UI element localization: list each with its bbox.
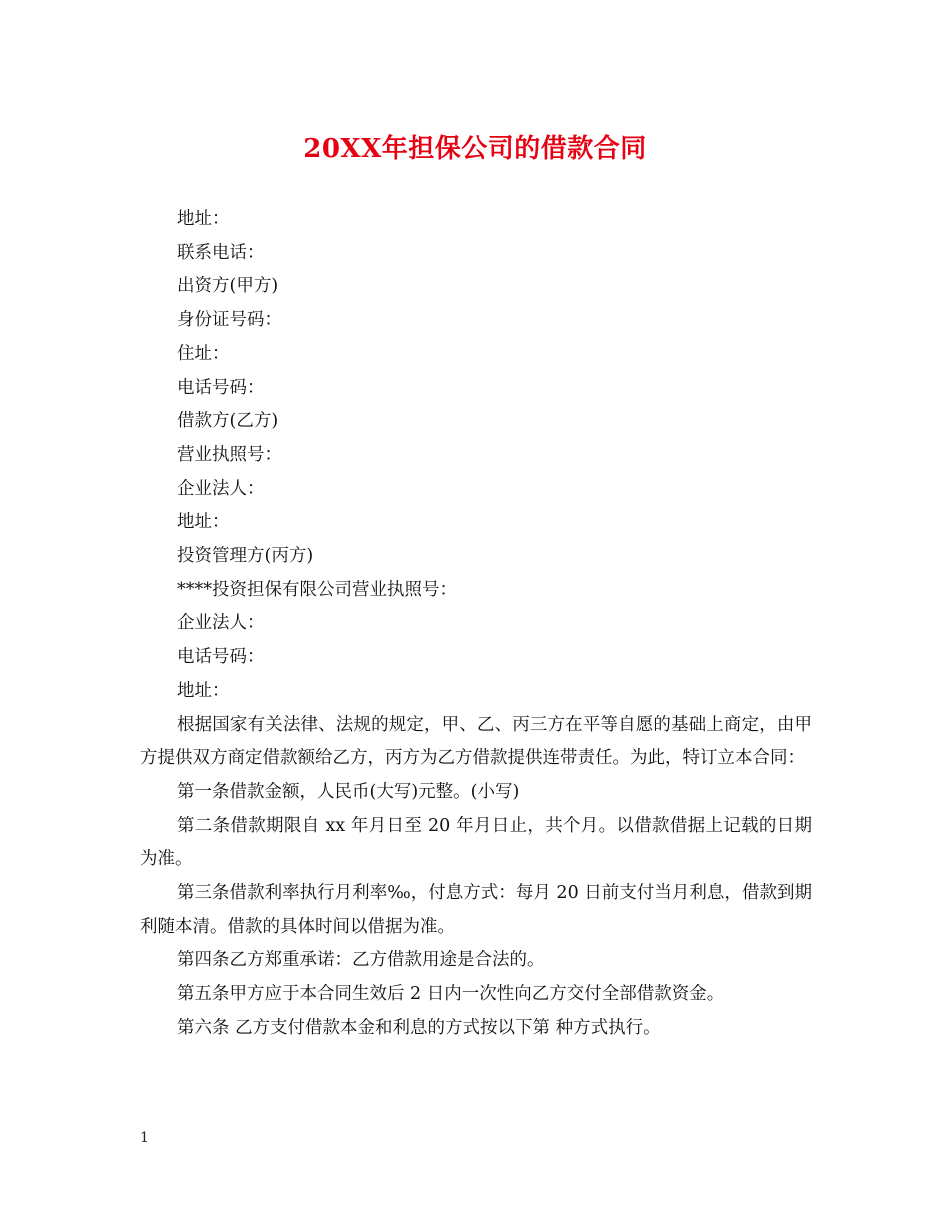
document-body bbox=[140, 203, 812, 1046]
field-line: 联系电话： bbox=[177, 242, 265, 263]
field-line: 电话号码： bbox=[177, 377, 265, 398]
field-line: 营业执照号： bbox=[177, 444, 282, 465]
article-paragraph: 第六条 乙方支付借款本金和利息的方式按以下第 种方式执行。 bbox=[177, 1017, 661, 1038]
field-line: 出资方(甲方) bbox=[177, 276, 279, 297]
body-paragraph: 根据国家有关法律、法规的规定，甲、乙、丙三方在平等自愿的基础上商定，由甲方提供双方商定借款额给乙方，丙方为乙方借款提供连带责任。为此，特订立本合同： bbox=[140, 714, 812, 769]
article-paragraph: 第四条乙方郑重承诺：乙方借款用途是合法的。 bbox=[177, 950, 545, 971]
article-paragraph: 第五条甲方应于本合同生效后 2 日内一次性向乙方交付全部借款资金。 bbox=[177, 984, 725, 1005]
field-line: 企业法人： bbox=[177, 478, 265, 499]
field-line: 借款方(乙方) bbox=[177, 411, 279, 432]
field-line: 投资管理方(丙方) bbox=[177, 546, 314, 567]
field-line: 身份证号码： bbox=[177, 310, 282, 331]
field-line: 住址： bbox=[177, 343, 230, 364]
field-line: 电话号码： bbox=[177, 647, 265, 668]
field-line: 企业法人： bbox=[177, 613, 265, 634]
article-paragraph: 第三条借款利率执行月利率‰，付息方式：每月 20 日前支付当月利息，借款到期利随本清。借款的具体时间以借据为准。 bbox=[140, 883, 812, 937]
field-line: ****投资担保有限公司营业执照号： bbox=[177, 579, 457, 600]
field-line: 地址： bbox=[177, 209, 230, 229]
page-number: 1 bbox=[140, 1130, 149, 1146]
field-line: 地址： bbox=[177, 512, 230, 533]
article-paragraph: 第一条借款金额，人民币(大写)元整。(小写) bbox=[177, 781, 520, 802]
document-title: 20XX年担保公司的借款合同 bbox=[303, 134, 647, 164]
article-paragraph: 第二条借款期限自 xx 年月日至 20 年月日止，共个月。以借款借据上记载的日期为准。 bbox=[140, 815, 812, 870]
field-line: 地址： bbox=[177, 680, 230, 701]
